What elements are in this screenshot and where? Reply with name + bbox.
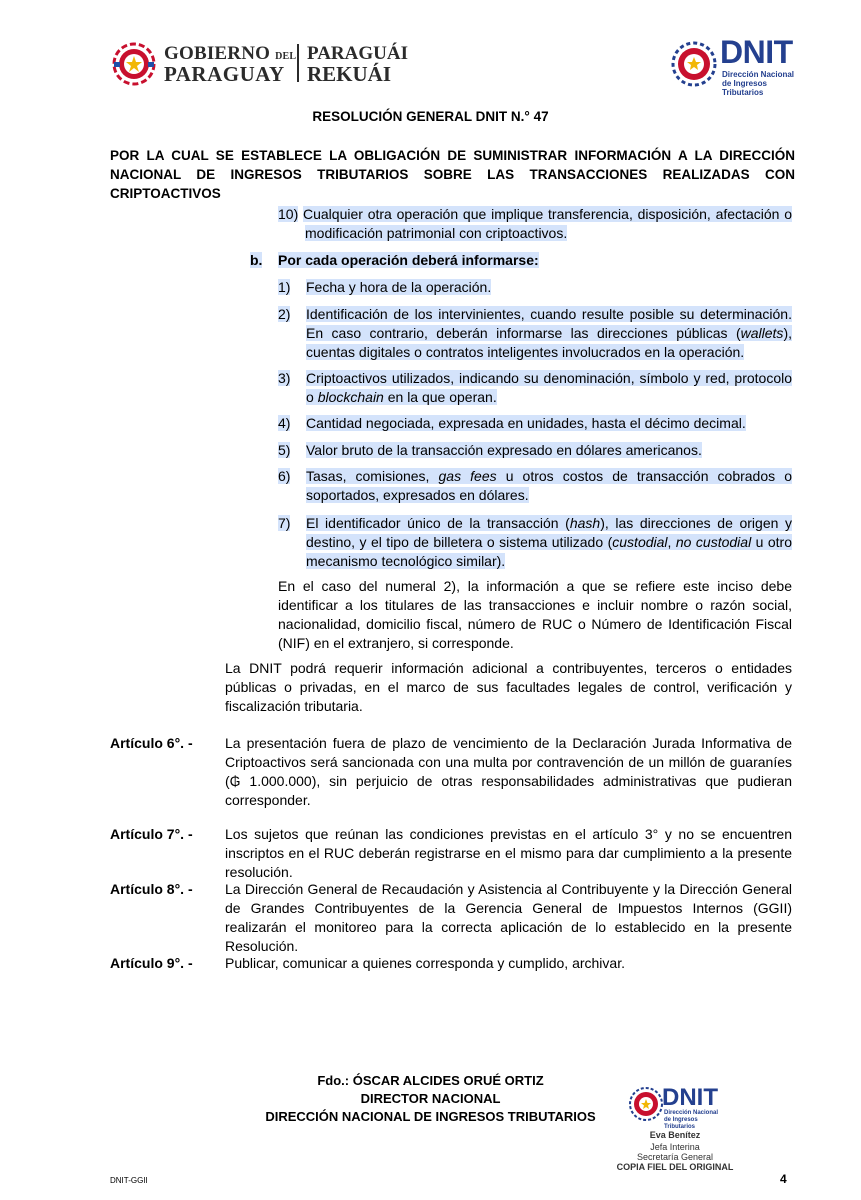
- item-4-number: 4): [278, 415, 291, 431]
- article-9-text: Publicar, comunicar a quienes corresponda y cumplido, archivar.: [225, 955, 625, 971]
- resolution-subtitle: POR LA CUAL SE ESTABLECE LA OBLIGACIÓN DE SUMINISTRAR INFORMACIÓN A LA DIRECCIÓN NACIONAL DE INGRESOS TRIBUTARIOS SOBRE LAS TRANSACCIONES REALIZADAS CON CRIPTOACTIVOS: [110, 148, 795, 201]
- stamp-certified-copy: COPIA FIEL DEL ORIGINAL: [616, 1162, 734, 1172]
- dnit-logo: [670, 34, 800, 97]
- item-7-number: 7): [278, 515, 291, 531]
- resolution-title: RESOLUCIÓN GENERAL DNIT N.° 47: [312, 109, 549, 124]
- stamp-subtitle: Dirección Nacional de Ingresos Tributarios: [664, 1110, 719, 1130]
- item-1-number: 1): [278, 279, 291, 295]
- item-2-number: 2): [278, 306, 291, 322]
- gov-logo-line2: PARAGUAY: [164, 62, 285, 86]
- stamp-wordmark: DNIT: [662, 1084, 718, 1111]
- signature-name: Fdo.: ÓSCAR ALCIDES ORUÉ ORTIZ: [317, 1073, 544, 1088]
- dnit-subtitle: Dirección Nacional de Ingresos Tributarios: [722, 70, 795, 97]
- article-9-label: Artículo 9°. -: [110, 955, 193, 971]
- paragraph-numeral-2: En el caso del numeral 2), la información a que se refiere este inciso debe identificar a los titulares de las transacciones e incluir nombre o razón social, nacionalidad, domicilio fiscal, número de RUC o Número de Identificación Fiscal (NIF) en el extranjero, si corresponde.: [278, 578, 792, 651]
- paragraph-dnit-requirement: La DNIT podrá requerir información adicional a contribuyentes, terceros o entidades públicas o privadas, en el marco de sus facultades legales de control, verificación y fiscalización tributaria.: [225, 660, 792, 714]
- signature-institution: DIRECCIÓN NACIONAL DE INGRESOS TRIBUTARIOS: [265, 1109, 596, 1124]
- item-7-text: El identificador único de la transacción (hash), las direcciones de origen y destino, y el tipo de billetera o sistema utilizado (custodial, no custodial u otro mecanismo tecnológico similar).: [306, 515, 793, 569]
- item-6-text: Tasas, comisiones, gas fees u otros costos de transacción cobrados o soportados, expresados en dólares.: [306, 468, 792, 503]
- article-8-text: La Dirección General de Recaudación y Asistencia al Contribuyente y la Dirección General de Grandes Contribuyentes de la Gerencia General de Impuestos Internos (GGII) realizarán el monitoreo para la correcta aplicación de lo establecido en la presente Resolución.: [225, 881, 792, 954]
- dnit-wordmark: DNIT: [720, 34, 793, 70]
- logo-divider: [297, 44, 299, 82]
- item-2-text: Identificación de los intervinientes, cuando resulte posible su determinación. En caso contrario, deberán informarse las direcciones públicas (wallets), cuentas digitales o contratos inteligentes involucrados en la operación.: [306, 306, 792, 360]
- footer-code: DNIT-GGII: [110, 1176, 148, 1185]
- article-6-label: Artículo 6°. -: [110, 735, 193, 751]
- stamp-department: Secretaría General: [636, 1152, 714, 1162]
- item-5-number: 5): [278, 442, 291, 458]
- signature-title: DIRECTOR NACIONAL: [360, 1091, 501, 1106]
- item-10-number: 10): [278, 206, 299, 222]
- item-10-text: Cualquier otra operación que implique transferencia, disposición, afectación o modificación patrimonial con criptoactivos.: [303, 206, 792, 241]
- stamp-dnit-emblem-icon: [628, 1086, 664, 1122]
- certification-stamp: [616, 1082, 740, 1177]
- item-6-number: 6): [278, 468, 291, 484]
- stamp-signer-role: Jefa Interina: [650, 1142, 700, 1152]
- gobierno-paraguay-logo: [112, 42, 408, 86]
- article-6-text: La presentación fuera de plazo de vencimiento de la Declaración Jurada Informativa de Criptoactivos será sancionada con una multa por contravención de un millón de guaraníes (₲ 1.000.000), sin perjuicio de otras responsabilidades administrativas que pudieran corresponder.: [225, 735, 792, 808]
- article-7-label: Artículo 7°. -: [110, 826, 193, 842]
- item-4-text: Cantidad negociada, expresada en unidades, hasta el décimo decimal.: [306, 415, 746, 431]
- gov-logo-guarani-line2: REKUÁI: [307, 62, 392, 86]
- item-1-text: Fecha y hora de la operación.: [306, 279, 492, 295]
- section-b-label: b.: [250, 252, 263, 268]
- article-8-label: Artículo 8°. -: [110, 881, 193, 897]
- paraguay-emblem-icon: [112, 42, 156, 86]
- dnit-emblem-icon: [670, 38, 720, 88]
- page-number: 4: [780, 1172, 787, 1186]
- item-5-text: Valor bruto de la transacción expresado en dólares americanos.: [306, 442, 702, 458]
- item-3-number: 3): [278, 370, 291, 386]
- gov-logo-line1: GOBIERNO DEL: [164, 43, 297, 64]
- gov-logo-guarani-line1: PARAGUÁI: [307, 43, 408, 64]
- stamp-signer-name: Eva Benítez: [649, 1130, 701, 1140]
- article-7-text: Los sujetos que reúnan las condiciones previstas en el artículo 3° y no se encuentren inscriptos en el RUC deberán registrarse en el mismo para dar cumplimiento a la presente resolución.: [225, 826, 792, 880]
- item-3-text: Criptoactivos utilizados, indicando su denominación, símbolo y red, protocolo o blockchain en la que operan.: [306, 370, 792, 405]
- section-b-heading: Por cada operación deberá informarse:: [278, 252, 539, 268]
